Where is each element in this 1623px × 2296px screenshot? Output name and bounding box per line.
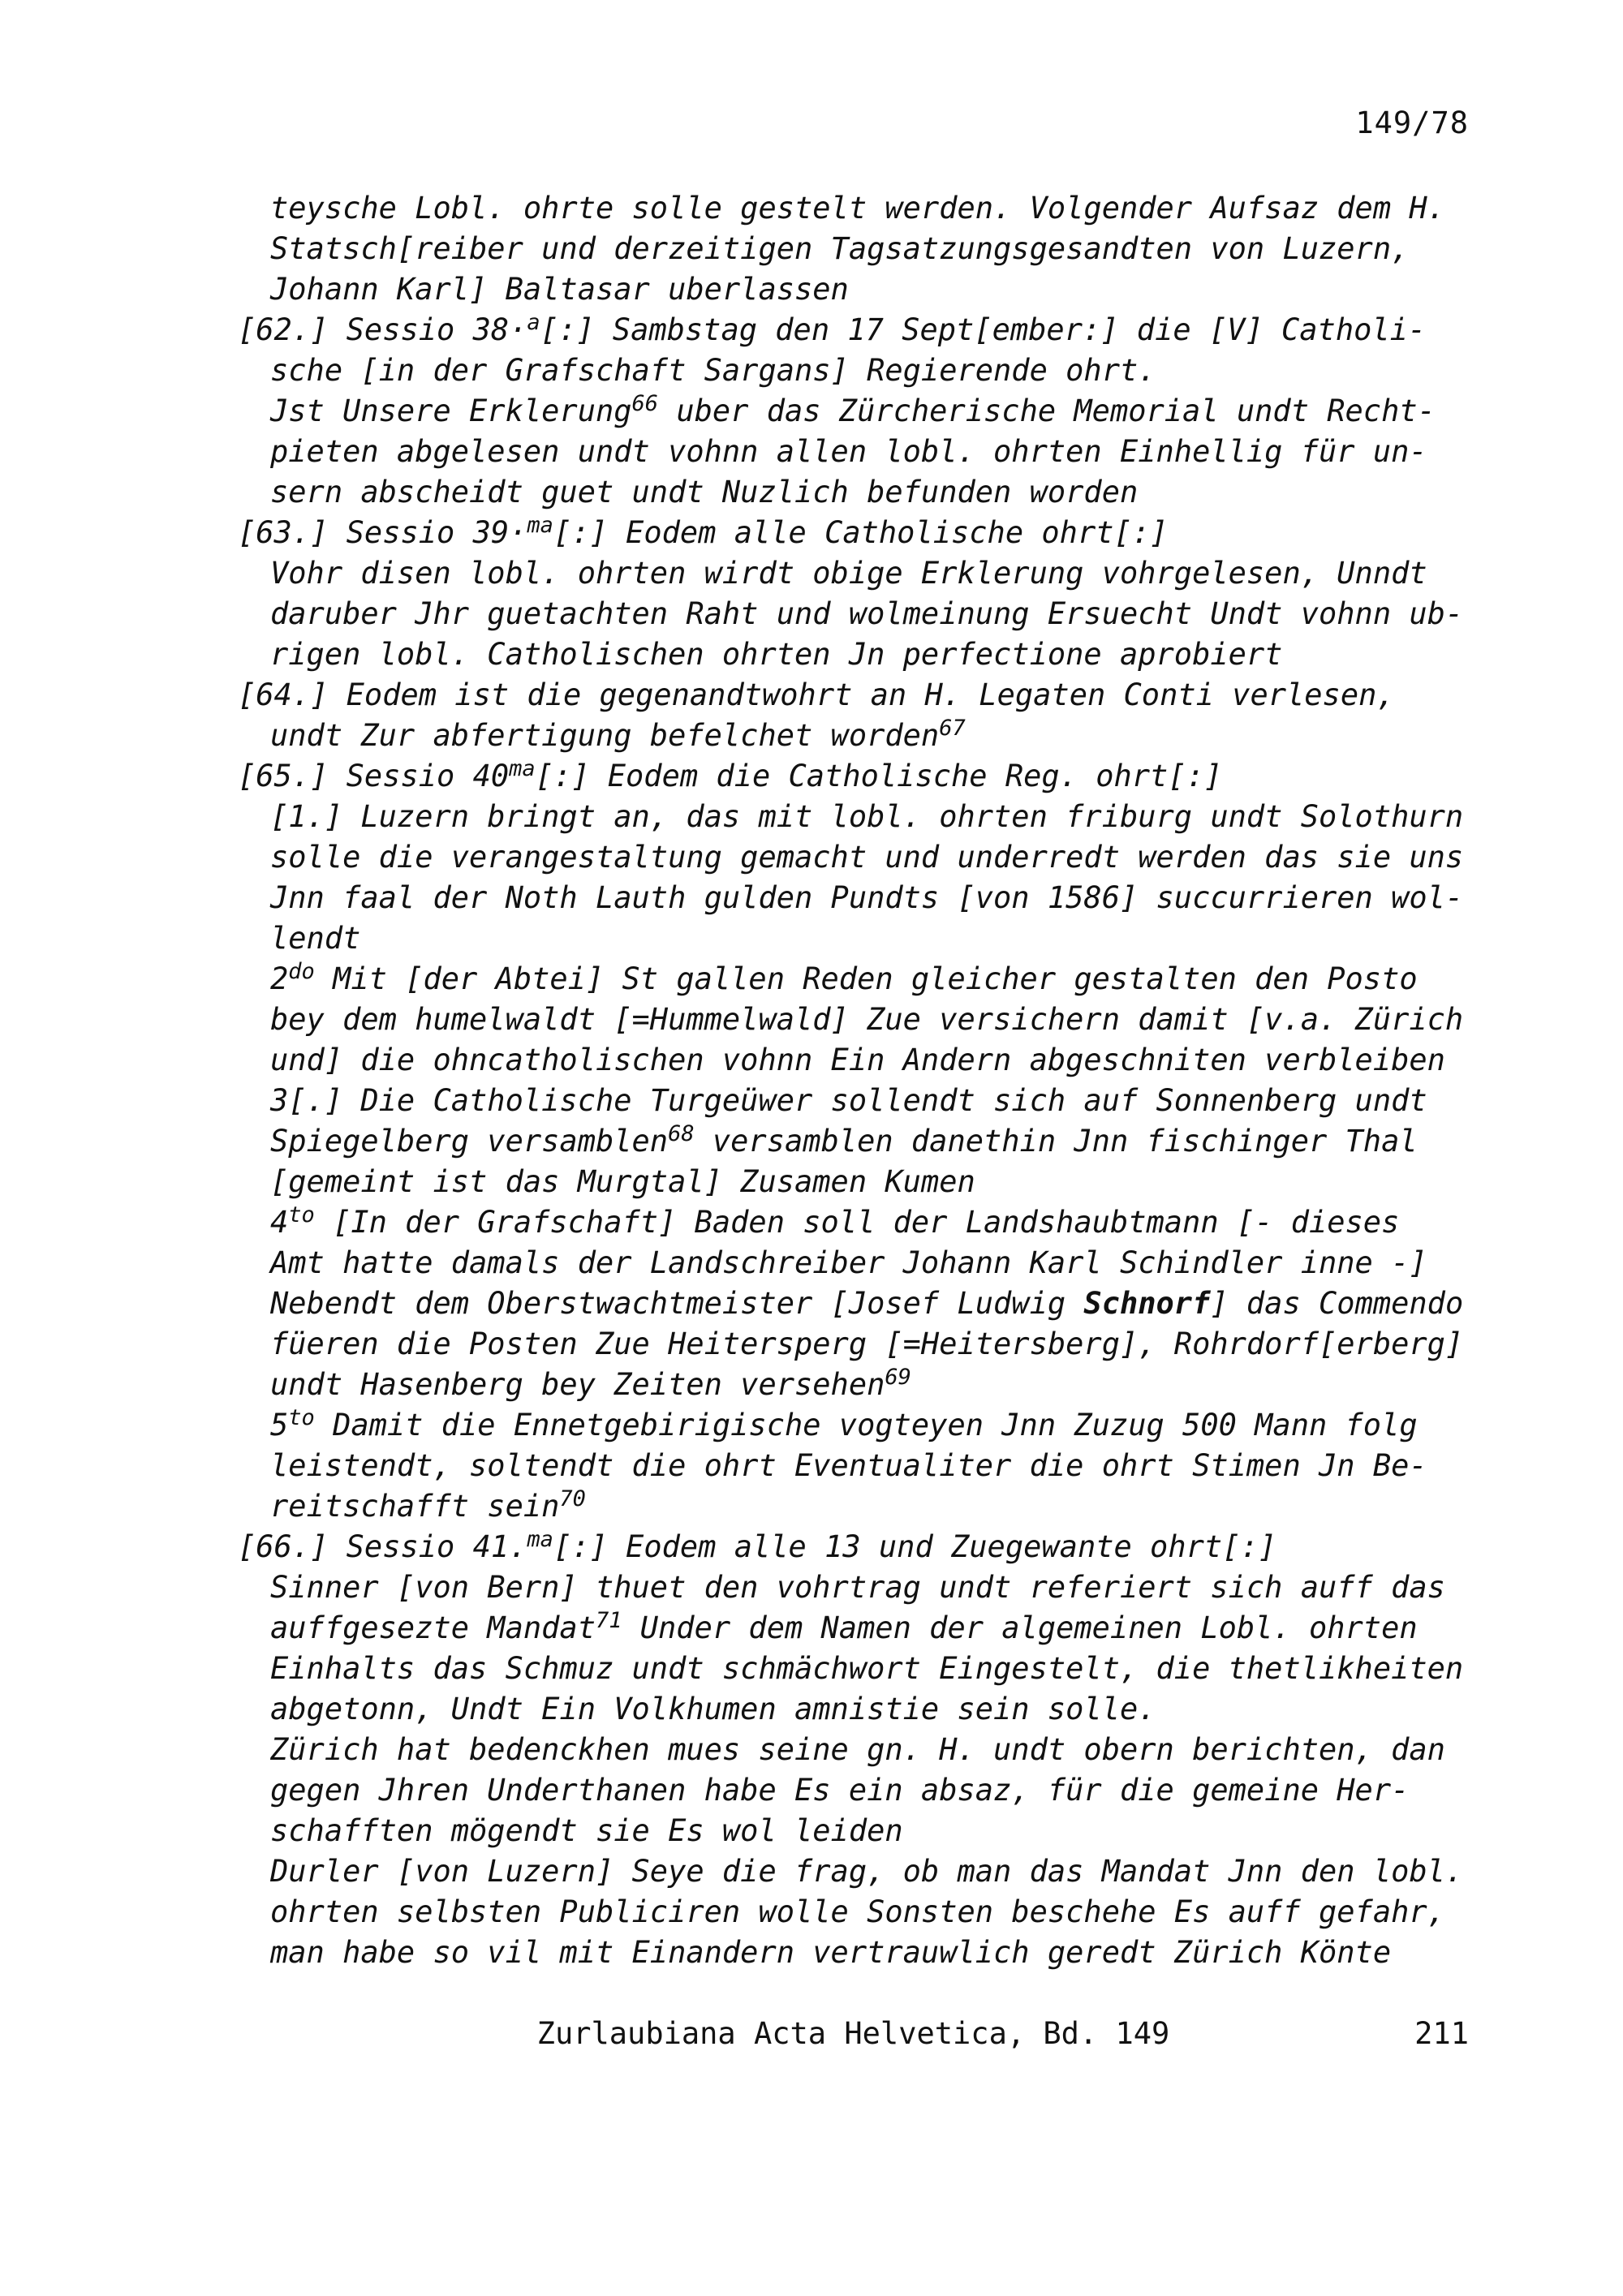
text-line [238,1162,1504,1202]
text-segment: 3[.] Die Catholische Turgeüwer sollendt sich auf Sonnenberg undt [270,1083,1427,1118]
text-segment: [:] Sambstag den 17 Sept[ember:] die [V] Catholi- [540,312,1427,347]
text-segment: Durler [von Luzern] Seye die frag, ob man das Mandat Jnn den lobl. [270,1854,1464,1889]
text-segment: Jst Unsere Erklerung [270,393,632,428]
text-line [238,634,1504,675]
text-line [238,1446,1504,1486]
text-segment: solle die verangestaltung gemacht und underredt werden das sie uns [270,840,1464,875]
text-line [238,1892,1504,1933]
footer-source-title: Zurlaubiana Acta Helvetica, Bd. 149 [536,2016,1170,2051]
text-line [238,837,1504,878]
text-line [238,1527,1504,1567]
text-segment: 2 [270,961,289,996]
text-line [238,756,1504,797]
text-line [238,1040,1504,1081]
text-line [238,513,1504,553]
text-line [238,1202,1504,1243]
text-line [238,1689,1504,1730]
superscript: 66 [631,391,659,416]
text-segment: uber das Zürcherische Memorial undt Recht- [658,393,1436,428]
text-segment: Sinner [von Bern] thuet den vohrtrag undt referiert sich auff das [270,1570,1445,1605]
bold-text-segment: Schnorf [1083,1286,1211,1321]
text-segment: [65.] Sessio 40 [238,759,510,793]
text-segment: rigen lobl. Catholischen ohrten Jn perfectione aprobiert [270,637,1283,672]
superscript: to [288,1405,315,1430]
text-line [238,1933,1504,1973]
superscript: 70 [559,1486,586,1511]
text-segment: 4 [270,1205,289,1240]
text-line [238,1770,1504,1811]
text-segment: [1.] Luzern bringt an, das mit lobl. ohrten friburg undt Solothurn [270,799,1464,834]
text-line [238,1283,1504,1324]
text-segment: Spiegelberg versamblen [270,1124,669,1159]
text-segment: Johann Karl] Baltasar uberlassen [270,272,849,307]
superscript: 69 [885,1365,911,1390]
text-segment: daruber Jhr guetachten Raht und wolmeinung Ersuecht Undt vohnn ub- [270,596,1464,631]
text-line [238,1649,1504,1689]
superscript: ma [527,513,553,538]
text-segment: Statsch[reiber und derzeitigen Tagsatzungsgesandten von Luzern, [270,231,1410,266]
text-segment: pieten abgelesen undt vohnn allen lobl. ohrten Einhellig für un- [270,434,1427,469]
text-segment: 5 [270,1408,289,1443]
text-line [238,350,1504,391]
text-line [238,553,1504,594]
text-line [238,1121,1504,1162]
text-line [238,1567,1504,1608]
text-segment: Vohr disen lobl. ohrten wirdt obige Erklerung vohrgelesen, Unndt [270,556,1427,591]
text-line [238,1243,1504,1283]
text-segment: lendt [270,921,361,956]
text-line [238,310,1504,350]
text-line [238,1000,1504,1040]
text-segment: man habe so vil mit Einandern vertrauwlich geredt Zürich Könte [270,1935,1392,1970]
text-segment: undt Zur abfertigung befelchet worden [270,718,940,753]
text-segment: auffgesezte Mandat [270,1610,596,1645]
text-segment: sern abscheidt guet undt Nuzlich befunden worden [270,475,1139,510]
text-segment: [63.] Sessio 39· [238,515,527,550]
text-segment: [:] Eodem alle 13 und Zuegewante ohrt[:] [553,1529,1276,1564]
text-segment: abgetonn, Undt Ein Volkhumen amnistie sein solle. [270,1692,1156,1726]
text-segment: [gemeint ist das Murgtal] Zusamen Kumen [270,1164,975,1199]
text-segment: und] die ohncatholischen vohnn Ein Andern abgeschniten verbleiben [270,1043,1445,1077]
text-segment: versamblen danethin Jnn fischinger Thal [694,1124,1418,1159]
text-line [238,1324,1504,1365]
text-segment: [64.] Eodem ist die gegenandtwohrt an H. Legaten Conti verlesen, [238,677,1395,712]
footer-page-number: 211 [1414,2016,1469,2051]
text-segment: [:] Eodem alle Catholische ohrt[:] [553,515,1169,550]
text-segment: Damit die Ennetgebirigische vogteyen Jnn Zuzug 500 Mann folg [314,1408,1418,1443]
text-segment: teysche Lobl. ohrte solle gestelt werden. Volgender Aufsaz dem H. [270,191,1445,226]
text-segment: Jnn faal der Noth Lauth gulden Pundts [von 1586] succurrieren wol- [270,880,1464,915]
folio-reference: 149/78 [1355,105,1469,140]
text-segment: Mit [der Abtei] St gallen Reden gleicher gestalten den Posto [314,961,1418,996]
superscript: ma [527,1527,553,1552]
text-line [238,432,1504,472]
text-line [238,1486,1504,1527]
text-segment: reitschafft sein [270,1489,560,1524]
text-segment: sche [in der Grafschaft Sargans] Regierende ohrt. [270,353,1156,388]
text-line [238,1405,1504,1446]
superscript: a [527,310,540,335]
document-body [238,188,1504,1973]
text-line [238,1811,1504,1851]
text-line [238,1730,1504,1770]
text-segment: [62.] Sessio 38· [238,312,527,347]
text-line [238,269,1504,310]
superscript: 68 [668,1121,695,1146]
text-line [238,878,1504,918]
text-segment: gegen Jhren Underthanen habe Es ein absaz, für die gemeine Her- [270,1773,1410,1808]
text-segment: leistendt, soltendt die ohrt Eventualiter die ohrt Stimen Jn Be- [270,1448,1427,1483]
text-line [238,959,1504,1000]
superscript: do [288,959,315,984]
text-segment: ohrten selbsten Publiciren wolle Sonsten beschehe Es auff gefahr, [270,1894,1445,1929]
text-segment: ] das Commendo [1210,1286,1464,1321]
superscript: ma [509,756,536,781]
page-header [1355,105,1469,140]
superscript: 67 [939,716,966,741]
text-line [238,1081,1504,1121]
text-segment: Zürich hat bedenckhen mues seine gn. H. undt obern berichten, dan [270,1732,1445,1767]
text-line [238,1851,1504,1892]
text-line [238,797,1504,837]
text-line [238,1608,1504,1649]
text-segment: Amt hatte damals der Landschreiber Johann Karl Schindler inne -] [270,1245,1427,1280]
page-footer [238,2016,1469,2051]
superscript: 71 [595,1608,622,1633]
text-segment: schafften mögendt sie Es wol leiden [270,1813,903,1848]
superscript: to [288,1202,315,1228]
text-line [238,918,1504,959]
text-segment: Nebendt dem Oberstwachtmeister [Josef Ludwig [270,1286,1084,1321]
text-line [238,229,1504,269]
text-segment: bey dem humelwaldt [=Hummelwald] Zue versichern damit [v.a. Zürich [270,1002,1464,1037]
text-segment: Einhalts das Schmuz undt schmächwort Eingestelt, die thetlikheiten [270,1651,1464,1686]
text-line [238,716,1504,756]
text-line [238,472,1504,513]
text-line [238,1365,1504,1405]
text-segment: [:] Eodem die Catholische Reg. ohrt[:] [535,759,1223,793]
text-line [238,594,1504,634]
text-line [238,675,1504,716]
text-segment: füeren die Posten Zue Heitersperg [=Heitersberg], Rohrdorf[erberg] [270,1326,1464,1361]
text-line [238,391,1504,432]
text-segment: Under dem Namen der algemeinen Lobl. ohrten [622,1610,1418,1645]
text-segment: undt Hasenberg bey Zeiten versehen [270,1367,885,1402]
text-segment: [In der Grafschaft] Baden soll der Landshaubtmann [- dieses [314,1205,1400,1240]
text-segment: [66.] Sessio 41. [238,1529,527,1564]
text-line [238,188,1504,229]
